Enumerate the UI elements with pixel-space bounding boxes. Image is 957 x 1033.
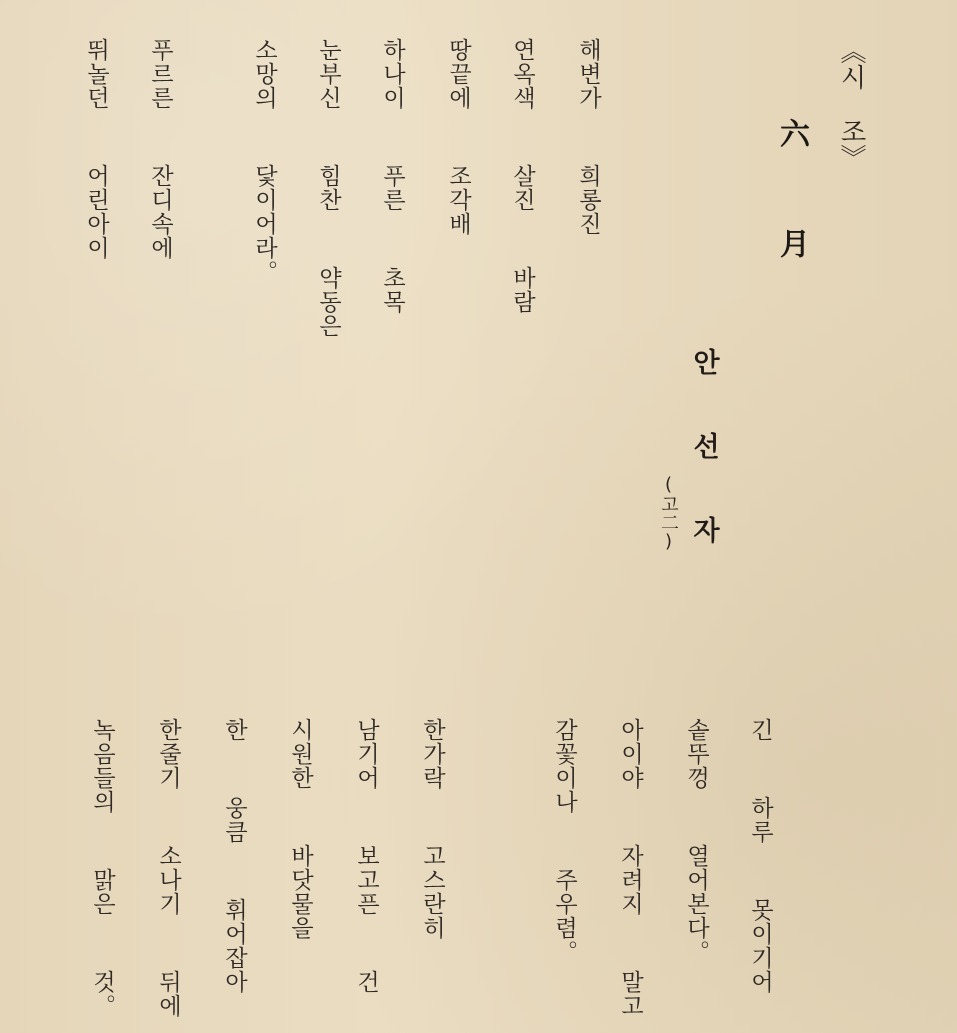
author-name-char-1: 안 bbox=[688, 348, 719, 375]
poem-line: 한가락 고스란히 bbox=[419, 718, 445, 940]
poem-line: 녹음들의 맑은 것。 bbox=[89, 718, 115, 1018]
poem-line: 하나이 푸른 초목 bbox=[379, 38, 405, 314]
poem-line: 한줄기 소나기 뒤에 bbox=[155, 718, 181, 1018]
poem-line: 뛰놀던 어린아이 bbox=[83, 38, 109, 260]
poem-line: 감꽃이나 주우렴。 bbox=[551, 718, 577, 964]
author-name-char-2: 선 bbox=[688, 432, 719, 459]
poem-line: 아이야 자려지 말고 bbox=[617, 718, 643, 1018]
poem-line: 땅끝에 조각배 bbox=[445, 38, 471, 236]
author-name-char-3: 자 bbox=[688, 516, 719, 543]
poem-line: 푸르른 잔디속에 bbox=[147, 38, 173, 260]
poem-line: 눈부신 힘찬 약동은 bbox=[315, 38, 341, 338]
poem-line: 연옥색 살진 바람 bbox=[509, 38, 535, 314]
poem-line: 솥뚜껑 열어본다。 bbox=[683, 718, 709, 964]
poem-line: 긴 하루 못이기어 bbox=[747, 718, 773, 994]
poem-line: 소망의 닻이어라。 bbox=[251, 38, 277, 284]
poem-line: 한 웅큼 휘어잡아 bbox=[221, 718, 247, 994]
poem-line: 해변가 희롱진 bbox=[575, 38, 601, 236]
section-heading-part1: 《시 bbox=[836, 38, 866, 90]
section-heading-part2: 조》 bbox=[836, 118, 866, 170]
poem-title-char-1: 六 bbox=[774, 118, 809, 148]
poem-line: 남기어 보고픈 건 bbox=[353, 718, 379, 994]
author-grade: (고二) bbox=[658, 474, 679, 552]
poem-line: 시원한 바닷물을 bbox=[287, 718, 313, 940]
poem-title-char-2: 月 bbox=[774, 228, 809, 258]
